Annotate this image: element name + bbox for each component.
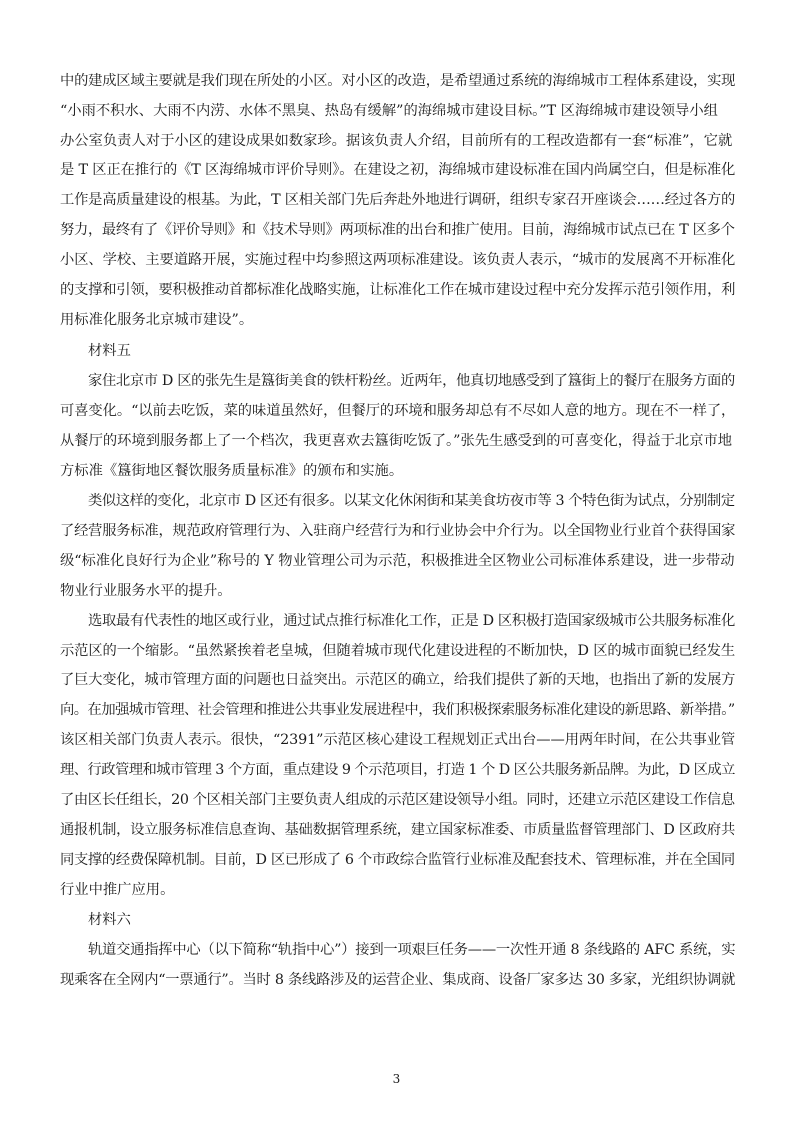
- text-line: 行业中推广应用。: [60, 882, 175, 898]
- text-line: 办公室负责人对于小区的建设成果如数家珍。据该负责人介绍，目前所有的工程改造都有一套“标准”，它就: [60, 133, 733, 149]
- text-line: 材料五: [88, 343, 131, 359]
- page-number: 3: [392, 1072, 401, 1086]
- text-line: 方标准《簋街地区餐饮服务质量标准》的颁布和实施。: [60, 463, 404, 479]
- text-line: 同支撑的经费保障机制。目前，D 区已形成了 6 个市政综合监管行业标准及配套技术、管理标准，并在全国同: [60, 852, 735, 868]
- text-line: “小雨不积水、大雨不内涝、水体不黑臭、热岛有缓解”的海绵城市建设目标。”T 区海绵城市建设领导小组: [60, 103, 718, 119]
- text-line: 选取最有代表性的地区或行业，通过试点推行标准化工作，正是 D 区积极打造国家级城市公共服务标准化: [88, 613, 735, 629]
- text-line: 家住北京市 D 区的张先生是簋街美食的铁杆粉丝。近两年，他真切地感受到了簋街上的餐厅在服务方面的: [88, 373, 735, 389]
- text-line: 向。在加强城市管理、社会管理和推进公共事业发展进程中，我们积极探索服务标准化建设的新思路、新举措。”: [60, 702, 735, 718]
- text-line: 材料六: [88, 912, 131, 928]
- text-line: 了由区长任组长，20 个区相关部门主要负责人组成的示范区建设领导小组。同时，还建立示范区建设工作信息: [60, 792, 735, 808]
- text-line: 轨道交通指挥中心（以下简称“轨指中心”）接到一项艰巨任务——一次性开通 8 条线路的 AFC 系统，实: [88, 942, 736, 958]
- text-line: 工作是高质量建设的根基。为此，T 区相关部门先后奔赴外地进行调研，组织专家召开座谈会……经过各方的: [60, 192, 736, 208]
- text-line: 努力，最终有了《评价导则》和《技术导则》两项标准的出台和推广使用。目前，海绵城市试点已在 T 区多个: [60, 222, 735, 238]
- text-line: 可喜变化。“以前去吃饭，菜的味道虽然好，但餐厅的环境和服务却总有不尽如人意的地方。现在不一样了，: [60, 403, 736, 419]
- text-line: 小区、学校、主要道路开展，实施过程中均参照这两项标准建设。该负责人表示，“城市的发展离不开标准化: [60, 252, 736, 268]
- text-line: 该区相关部门负责人表示。很快，“2391”示范区核心建设工程规划正式出台——用两年时间，在公共事业管: [60, 732, 736, 748]
- text-line: 示范区的一个缩影。“虽然紧挨着老皇城，但随着城市现代化建设进程的不断加快，D 区的城市面貌已经发生: [60, 643, 735, 659]
- text-line: 的支撑和引领，要积极推动首都标准化战略实施，让标准化工作在城市建设过程中充分发挥示范引领作用，利: [60, 282, 736, 298]
- text-line: 了巨大变化，城市管理方面的问题也日益突出。示范区的确立，给我们提供了新的天地，也指出了新的发展方: [60, 672, 736, 688]
- text-line: 了经营服务标准，规范政府管理行为、入驻商户经营行为和行业协会中介行为。以全国物业行业首个获得国家: [60, 523, 736, 539]
- text-line: 理、行政管理和城市管理 3 个方面，重点建设 9 个示范项目，打造 1 个 D 区公共服务新品牌。为此，D 区成立: [60, 762, 735, 778]
- text-line: 物业行业服务水平的提升。: [60, 583, 232, 599]
- text-line: 中的建成区域主要就是我们现在所处的小区。对小区的改造，是希望通过系统的海绵城市工程体系建设，实现: [60, 73, 736, 89]
- text-line: 现乘客在全网内“一票通行”。当时 8 条线路涉及的运营企业、集成商、设备厂家多达 30 多家，光组织协调就: [60, 972, 736, 988]
- text-line: 是 T 区正在推行的《T 区海绵城市评价导则》。在建设之初，海绵城市建设标准在国内尚属空白，但是标准化: [60, 162, 736, 178]
- text-line: 通报机制，设立服务标准信息查询、基础数据管理系统，建立国家标准委、市质量监督管理部门、D 区政府共: [60, 822, 735, 838]
- text-line: 级“标准化良好行为企业”称号的 Y 物业管理公司为示范，积极推进全区物业公司标准体系建设，进一步带动: [60, 553, 735, 569]
- text-line: 从餐厅的环境到服务都上了一个档次，我更喜欢去簋街吃饭了。”张先生感受到的可喜变化，得益于北京市地: [60, 433, 733, 449]
- text-line: 用标准化服务北京城市建设”。: [60, 312, 254, 328]
- text-line: 类似这样的变化，北京市 D 区还有很多。以某文化休闲街和某美食坊夜市等 3 个特色街为试点，分别制定: [88, 493, 735, 509]
